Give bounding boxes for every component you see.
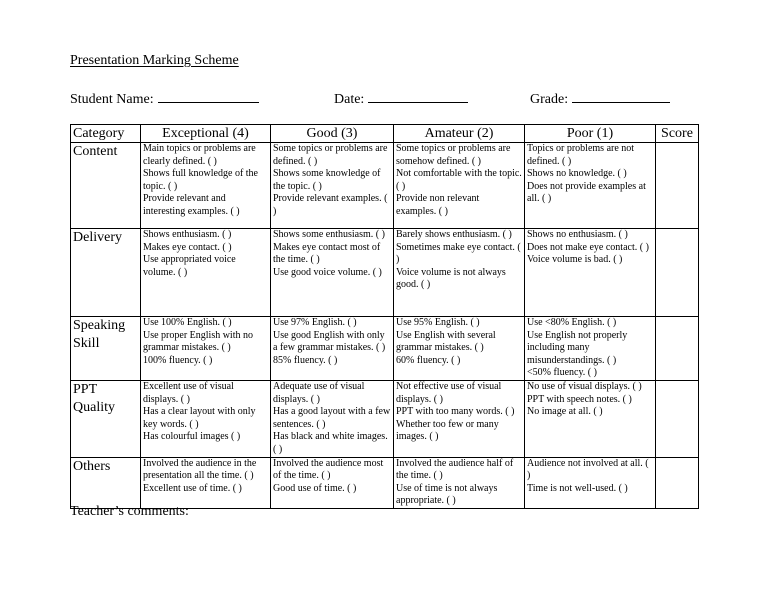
criteria-cell-poor — [525, 229, 656, 317]
criterion-line: Provide non relevant examples. ( ) — [396, 193, 480, 217]
criterion-line: Audience not involved at all. ( ) — [527, 457, 649, 482]
criterion-line: Use 100% English. ( ) — [143, 317, 232, 328]
date-blank[interactable] — [368, 89, 468, 103]
criterion-line: Voice volume is not always good. ( ) — [396, 266, 506, 291]
category-cell: Content — [71, 143, 141, 229]
category-cell: Speaking Skill — [71, 317, 141, 381]
table-row — [71, 457, 699, 508]
student-name-field — [70, 89, 259, 108]
criteria-cell-exceptional — [141, 317, 271, 381]
criteria-cell-good — [271, 317, 394, 381]
criterion-line: Use 97% English. ( ) — [273, 317, 357, 328]
criteria-cell-poor — [525, 380, 656, 457]
criterion-line: Provide relevant examples. ( ) — [273, 193, 388, 217]
criterion-line: Provide relevant and interesting examples. ( ) — [143, 193, 240, 217]
table-row — [71, 380, 699, 457]
criteria-cell-good — [271, 229, 394, 317]
student-name-label: Student Name: — [70, 92, 154, 107]
criterion-line: Shows some enthusiasm. ( ) — [273, 229, 385, 240]
date-field — [334, 89, 468, 108]
table-row — [71, 229, 699, 317]
criterion-line: Has a clear layout with only key words. ( ) — [143, 406, 256, 430]
criterion-line: Barely shows enthusiasm. ( ) — [396, 229, 512, 240]
criterion-line: Shows no enthusiasm. ( ) — [527, 229, 628, 240]
criterion-line: 60% fluency. ( ) — [396, 354, 461, 366]
criteria-cell-amateur — [394, 457, 525, 508]
score-cell[interactable] — [656, 457, 699, 508]
criteria-cell-good — [271, 380, 394, 457]
criteria-cell-exceptional — [141, 380, 271, 457]
criterion-line: Makes eye contact. ( ) — [143, 241, 232, 253]
header-score: Score — [656, 125, 699, 143]
criteria-cell-amateur — [394, 229, 525, 317]
criterion-line: Topics or problems are not defined. ( ) — [527, 143, 635, 167]
criterion-line: Excellent use of time. ( ) — [143, 482, 242, 494]
header-exceptional: Exceptional (4) — [141, 125, 271, 143]
criterion-line: No image at all. ( ) — [527, 406, 603, 418]
page-title: Presentation Marking Scheme — [70, 53, 239, 68]
criterion-line: Not comfortable with the topic. ( ) — [396, 168, 522, 192]
criterion-line: Some topics or problems are defined. ( ) — [273, 143, 388, 167]
criterion-line: Use <80% English. ( ) — [527, 317, 617, 328]
criterion-line: Use English not properly including many misunderstandings. ( ) — [527, 329, 628, 366]
criterion-line: Main topics or problems are clearly defined. ( ) — [143, 143, 256, 167]
criterion-line: Good use of time. ( ) — [273, 482, 357, 494]
criterion-line: Use good voice volume. ( ) — [273, 266, 382, 278]
criterion-line: Has a good layout with a few sentences. ( ) — [273, 406, 391, 430]
criterion-line: Makes eye contact most of the time. ( ) — [273, 241, 381, 266]
score-cell[interactable] — [656, 380, 699, 457]
criterion-line: Shows enthusiasm. ( ) — [143, 229, 232, 240]
marking-rubric-table — [70, 124, 699, 509]
score-cell[interactable] — [656, 317, 699, 381]
criterion-line: Adequate use of visual displays. ( ) — [273, 380, 365, 405]
criterion-line: Use proper English with no grammar mistakes. ( ) — [143, 329, 253, 354]
criterion-line: Does not make eye contact. ( ) — [527, 241, 649, 253]
teacher-comments-label: Teacher’s comments: — [70, 504, 189, 519]
criterion-line: <50% fluency. ( ) — [527, 367, 597, 379]
criterion-line: Involved the audience half of the time. ( ) — [396, 457, 514, 482]
category-cell: Others — [71, 457, 141, 508]
criterion-line: Excellent use of visual displays. ( ) — [143, 380, 234, 405]
criterion-line: Time is not well-used. ( ) — [527, 482, 628, 494]
criterion-line: Use good English with only a few grammar mistakes. ( ) — [273, 329, 386, 354]
criterion-line: Use of time is not always appropriate. ( ) — [396, 482, 498, 507]
criteria-cell-exceptional — [141, 229, 271, 317]
criterion-line: Shows full knowledge of the topic. ( ) — [143, 168, 258, 192]
date-label: Date: — [334, 92, 365, 107]
criteria-cell-exceptional — [141, 457, 271, 508]
criterion-line: Does not provide examples at all. ( ) — [527, 180, 646, 205]
criteria-cell-poor — [525, 317, 656, 381]
criterion-line: Whether too few or many images. ( ) — [396, 418, 499, 443]
criteria-cell-good — [271, 457, 394, 508]
table-row — [71, 143, 699, 229]
criteria-cell-poor — [525, 143, 656, 229]
criterion-line: Involved the audience most of the time. ( ) — [273, 457, 384, 482]
score-cell[interactable] — [656, 229, 699, 317]
criterion-line: Use appropriated voice volume. ( ) — [143, 254, 236, 278]
criterion-line: No use of visual displays. ( ) — [527, 380, 642, 392]
criterion-line: 100% fluency. ( ) — [143, 354, 213, 366]
criterion-line: Some topics or problems are somehow defined. ( ) — [396, 143, 511, 167]
category-cell: Delivery — [71, 229, 141, 317]
criteria-cell-good — [271, 143, 394, 229]
criterion-line: Voice volume is bad. ( ) — [527, 254, 623, 266]
grade-blank[interactable] — [572, 89, 670, 103]
header-category: Category — [71, 125, 141, 143]
grade-label: Grade: — [530, 92, 569, 107]
criteria-cell-poor — [525, 457, 656, 508]
criterion-line: Use English with several grammar mistakes. ( ) — [396, 329, 496, 354]
criterion-line: Has black and white images. ( ) — [273, 431, 388, 455]
criterion-line: 85% fluency. ( ) — [273, 354, 338, 366]
student-name-blank[interactable] — [158, 89, 259, 103]
header-row — [71, 125, 699, 143]
criterion-line: Shows some knowledge of the topic. ( ) — [273, 168, 381, 192]
criteria-cell-amateur — [394, 317, 525, 381]
criterion-line: Not effective use of visual displays. ( ) — [396, 380, 502, 405]
table-row — [71, 317, 699, 381]
category-cell: PPT Quality — [71, 380, 141, 457]
criteria-cell-exceptional — [141, 143, 271, 229]
criterion-line: Involved the audience in the presentation all the time. ( ) — [143, 457, 257, 482]
criterion-line: Has colourful images ( ) — [143, 431, 241, 443]
score-cell[interactable] — [656, 143, 699, 229]
criteria-cell-amateur — [394, 380, 525, 457]
grade-field — [530, 89, 670, 108]
criterion-line: Sometimes make eye contact. ( ) — [396, 241, 521, 266]
header-poor: Poor (1) — [525, 125, 656, 143]
header-amateur: Amateur (2) — [394, 125, 525, 143]
criterion-line: PPT with speech notes. ( ) — [527, 393, 632, 405]
criterion-line: PPT with too many words. ( ) — [396, 406, 515, 418]
criterion-line: Use 95% English. ( ) — [396, 317, 480, 328]
header-good: Good (3) — [271, 125, 394, 143]
criterion-line: Shows no knowledge. ( ) — [527, 168, 627, 180]
criteria-cell-amateur — [394, 143, 525, 229]
